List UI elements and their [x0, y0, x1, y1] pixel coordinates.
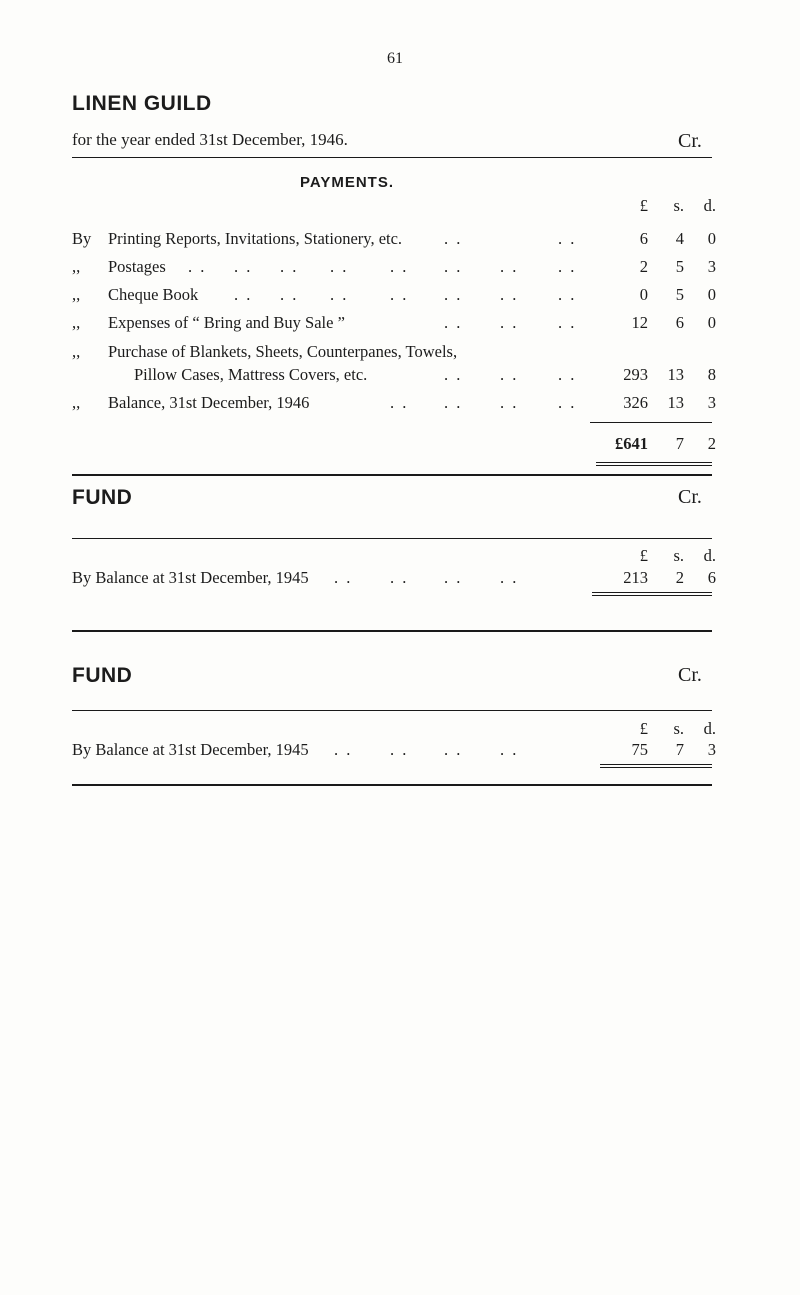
total-row: [72, 434, 716, 458]
leader-dots: . .: [558, 285, 577, 304]
fund-title: FUND: [72, 486, 133, 509]
leader-dots: . .: [500, 313, 519, 332]
pence-header: d.: [703, 546, 716, 565]
payments-heading: PAYMENTS.: [300, 174, 395, 191]
leader-dots: . .: [334, 568, 353, 587]
leader-dots: . .: [500, 568, 519, 587]
leader-dots: . .: [444, 740, 463, 759]
leader-dots: . .: [188, 257, 207, 276]
amount-shillings: 4: [675, 229, 684, 248]
leader-dots: . .: [500, 393, 519, 412]
amount-pence: 8: [707, 365, 716, 384]
payment-description: Cheque Book: [108, 285, 199, 304]
amount-pence: 0: [707, 313, 716, 332]
fund-balance-row: [72, 740, 716, 764]
page-number: 61: [387, 50, 403, 67]
leader-dots: . .: [330, 285, 349, 304]
shillings-header: s.: [673, 546, 684, 565]
fund-cr-label: Cr.: [678, 486, 702, 508]
period-subtitle: for the year ended 31st December, 1946.: [72, 130, 348, 149]
fund-balance-row: [72, 568, 716, 592]
total-pounds: £641: [615, 434, 648, 453]
leader-dots: . .: [500, 285, 519, 304]
fund-double-rule: [592, 595, 712, 596]
amount-pence: 0: [707, 285, 716, 304]
amount-pounds: 293: [623, 365, 648, 384]
leader-dots: . .: [444, 313, 463, 332]
amount-shillings: 6: [675, 313, 684, 332]
amount-pence: 3: [707, 740, 716, 759]
payment-row: [72, 257, 716, 281]
leader-dots: . .: [558, 365, 577, 384]
fund-title: FUND: [72, 664, 133, 687]
ditto-mark: ,,: [72, 393, 81, 412]
payment-row: [72, 393, 716, 417]
fund-currency-header: [72, 546, 716, 570]
amount-pounds: 2: [639, 257, 648, 276]
section-divider: [72, 630, 712, 632]
leader-dots: . .: [500, 740, 519, 759]
pounds-header: £: [639, 546, 648, 565]
subtotal-rule: [590, 422, 712, 423]
leader-dots: . .: [444, 568, 463, 587]
amount-shillings: 13: [667, 393, 684, 412]
ditto-mark: ,,: [72, 285, 81, 304]
fund-balance-description: By Balance at 31st December, 1945: [72, 740, 309, 759]
payment-description: Postages: [108, 257, 166, 276]
leader-dots: . .: [500, 257, 519, 276]
leader-dots: . .: [390, 393, 409, 412]
leader-dots: . .: [334, 740, 353, 759]
fund-header-rule: [72, 710, 712, 711]
by-label: By: [72, 229, 92, 248]
amount-shillings: 7: [675, 740, 684, 759]
total-pence: 2: [707, 434, 716, 453]
amount-shillings: 5: [675, 285, 684, 304]
amount-pounds: 75: [631, 740, 648, 759]
leader-dots: . .: [444, 365, 463, 384]
amount-pounds: 6: [639, 229, 648, 248]
amount-shillings: 2: [675, 568, 684, 587]
amount-pence: 6: [707, 568, 716, 587]
leader-dots: . .: [444, 229, 463, 248]
shillings-header: s.: [673, 719, 684, 738]
payment-description: Expenses of “ Bring and Buy Sale ”: [108, 313, 345, 332]
amount-shillings: 5: [675, 257, 684, 276]
leader-dots: . .: [558, 229, 577, 248]
leader-dots: . .: [444, 257, 463, 276]
pounds-header: £: [639, 719, 648, 738]
ditto-mark: ,,: [72, 257, 81, 276]
leader-dots: . .: [234, 285, 253, 304]
amount-pounds: 213: [623, 568, 648, 587]
payment-row: [72, 313, 716, 337]
amount-pence: 3: [707, 393, 716, 412]
total-double-rule: [596, 462, 712, 463]
shillings-header: s.: [673, 196, 684, 215]
amount-pence: 3: [707, 257, 716, 276]
leader-dots: . .: [558, 257, 577, 276]
fund-double-rule: [592, 592, 712, 593]
section-divider: [72, 474, 712, 476]
leader-dots: . .: [444, 393, 463, 412]
payment-row: [72, 342, 716, 392]
section-divider: [72, 784, 712, 786]
payment-description: Balance, 31st December, 1946: [108, 393, 310, 412]
leader-dots: . .: [444, 285, 463, 304]
leader-dots: . .: [390, 285, 409, 304]
leader-dots: . .: [234, 257, 253, 276]
leader-dots: . .: [390, 740, 409, 759]
total-shillings: 7: [675, 434, 684, 453]
currency-header: [72, 196, 716, 220]
header-rule: [72, 157, 712, 158]
amount-pounds: 0: [639, 285, 648, 304]
ditto-mark: ,,: [72, 313, 81, 332]
leader-dots: . .: [390, 568, 409, 587]
payment-description: Purchase of Blankets, Sheets, Counterpanes, Towels,: [108, 342, 458, 361]
leader-dots: . .: [558, 313, 577, 332]
fund-balance-description: By Balance at 31st December, 1945: [72, 568, 309, 587]
pence-header: d.: [703, 196, 716, 215]
amount-pounds: 326: [623, 393, 648, 412]
pence-header: d.: [703, 719, 716, 738]
total-double-rule: [596, 465, 712, 466]
ditto-mark: ,,: [72, 342, 81, 361]
fund-cr-label: Cr.: [678, 664, 702, 686]
pounds-header: £: [639, 196, 648, 215]
leader-dots: . .: [280, 257, 299, 276]
leader-dots: . .: [500, 365, 519, 384]
fund-double-rule: [600, 767, 712, 768]
guild-title: LINEN GUILD: [72, 92, 212, 115]
payment-description: Printing Reports, Invitations, Stationery, etc.: [108, 229, 403, 248]
amount-shillings: 13: [667, 365, 684, 384]
cr-label: Cr.: [678, 130, 702, 152]
leader-dots: . .: [558, 393, 577, 412]
leader-dots: . .: [330, 257, 349, 276]
payment-row: [72, 285, 716, 309]
payment-description-line2: Pillow Cases, Mattress Covers, etc.: [134, 365, 368, 384]
fund-double-rule: [600, 764, 712, 765]
leader-dots: . .: [280, 285, 299, 304]
amount-pounds: 12: [631, 313, 648, 332]
fund-header-rule: [72, 538, 712, 539]
amount-pence: 0: [707, 229, 716, 248]
leader-dots: . .: [390, 257, 409, 276]
payment-row: [72, 229, 716, 253]
